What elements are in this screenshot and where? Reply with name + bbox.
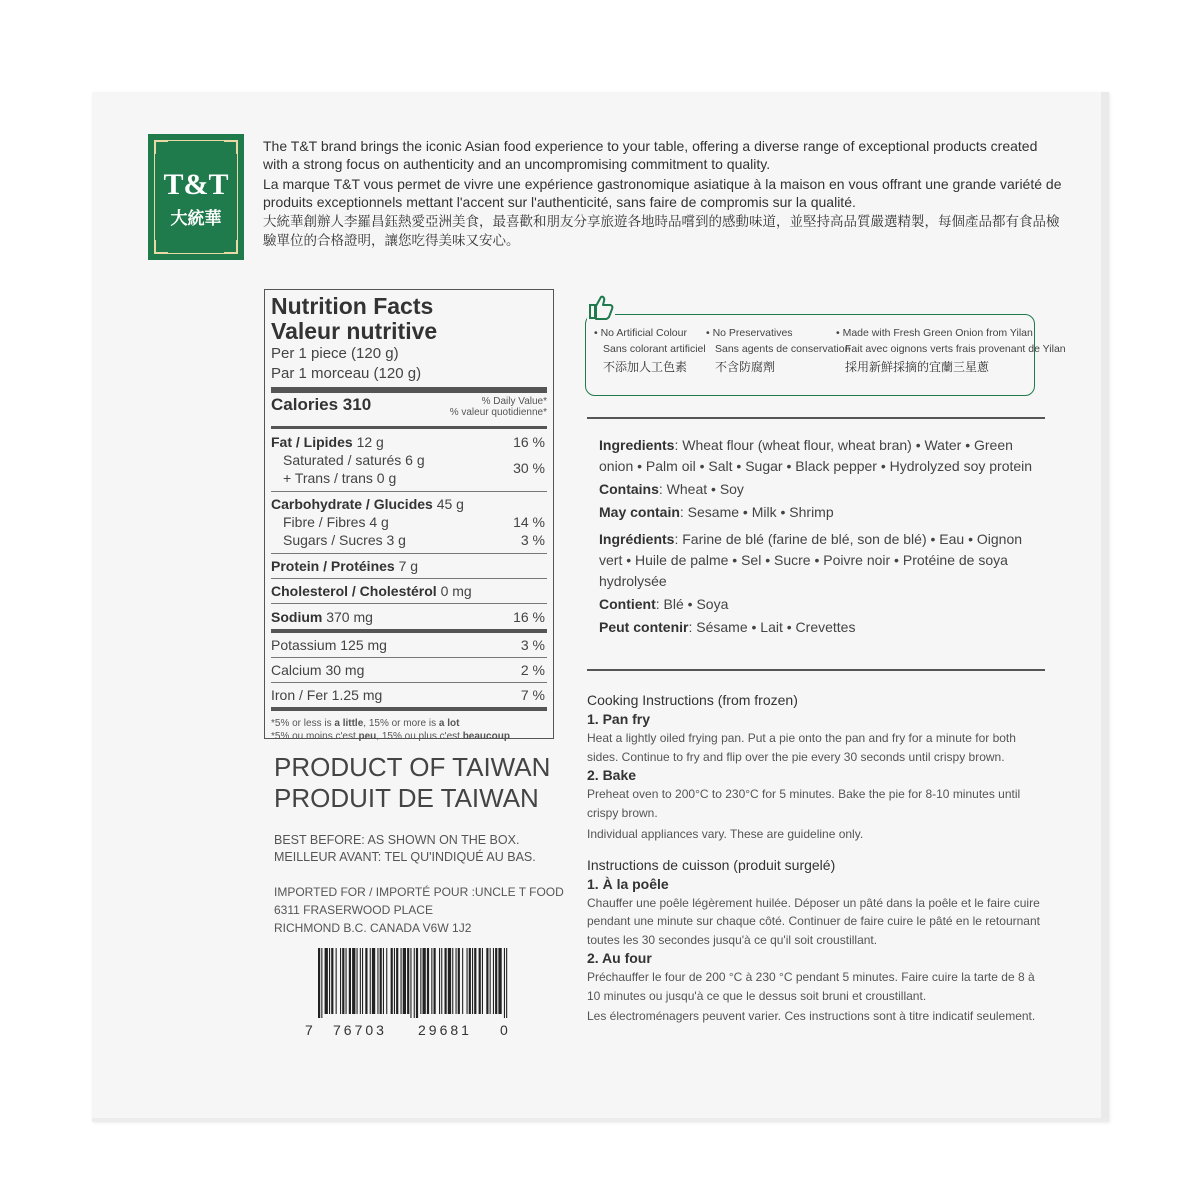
- potassium-row: Potassium 125 mg 3 %: [271, 637, 545, 653]
- saturated-row: Saturated / saturés 6 g 30 %: [283, 452, 545, 476]
- contains-en: Contains: Wheat • Soy: [599, 481, 744, 497]
- poele-heading: 1. À la poêle: [587, 875, 669, 892]
- best-before: BEST BEFORE: AS SHOWN ON THE BOX. MEILLEUR AVANT: TEL QU'INDIQUÉ AU BAS.: [274, 833, 536, 864]
- pan-fry-text: Heat a lightly oiled frying pan. Put a pie onto the pan and fry for a minute for both sides. Continue to fry and flip over the pie every 30 seconds until crispy brown.: [587, 731, 1016, 764]
- sugars-row: Sugars / Sucres 3 g 3 %: [283, 532, 545, 548]
- package-edge: [1101, 92, 1109, 1122]
- claim-fresh-green-onion: • Made with Fresh Green Onion from Yilan Fait avec oignons verts frais provenant de Yilan 採用新鮮採摘的宜蘭三星蔥: [836, 327, 1066, 374]
- carbohydrate-row: Carbohydrate / Glucides 45 g: [271, 496, 464, 512]
- logo-brand-text: T&T: [163, 168, 229, 201]
- contains-fr: Contient: Blé • Soya: [599, 596, 729, 612]
- calories-row: [271, 396, 547, 426]
- daily-value-header: % Daily Value* % valeur quotidienne*: [449, 396, 547, 418]
- iron-row: Iron / Fer 1.25 mg 7 %: [271, 687, 545, 703]
- ingredients-fr: Ingrédients: Farine de blé (farine de blé, son de blé) • Eau • Oignon vert • Huile de palme • Sel • Sucre • Poivre noir • Protéine de soya hydrolysée: [599, 531, 1023, 589]
- barcode: [318, 948, 508, 1018]
- cholesterol-row: Cholesterol / Cholestérol 0 mg: [271, 583, 472, 599]
- barcode-digit-last: 0: [500, 1022, 508, 1038]
- cooking-title-fr: Instructions de cuisson (produit surgelé): [587, 856, 836, 873]
- calories: Calories 310: [271, 395, 372, 414]
- product-origin: PRODUCT OF TAIWAN PRODUIT DE TAIWAN: [274, 752, 551, 813]
- logo-chinese-text: 大統華: [170, 209, 222, 229]
- thumbs-up-icon: [586, 292, 616, 322]
- serving-size-fr: Par 1 morceau (120 g): [271, 365, 422, 382]
- poele-text: Chauffer une poêle légèrement huilée. Déposer un pâté dans la poêle et le faire cuire pendant une minute sur chaque côté. Continuer de faire cuire le pâté en le retournant toutes les 30 secondes jusqu'à ce qu'il soit croustillant.: [587, 895, 1040, 947]
- cooking-title-en: Cooking Instructions (from frozen): [587, 692, 798, 708]
- four-heading: 2. Au four: [587, 950, 652, 966]
- fibre-row: Fibre / Fibres 4 g 14 %: [283, 514, 545, 530]
- ingredients-en: Ingredients: Wheat flour (wheat flour, wheat bran) • Water • Green onion • Palm oil • Salt • Sugar • Black pepper • Hydrolyzed soy protein: [599, 437, 1033, 474]
- may-contain-en: May contain: Sesame • Milk • Shrimp: [599, 504, 834, 520]
- brand-logo: [148, 134, 244, 260]
- intro-english: The T&T brand brings the iconic Asian food experience to your table, offering a diverse range of exceptional products created with a strong focus on authenticity and an uncompromising commitment to quality.: [263, 138, 1038, 172]
- calcium-row: Calcium 30 mg 2 %: [271, 662, 545, 678]
- pan-fry-heading: 1. Pan fry: [587, 711, 651, 727]
- appliance-note-fr: Les électroménagers peuvent varier. Ces instructions sont à titre indicatif seulement.: [587, 1009, 1036, 1023]
- appliance-note-en: Individual appliances vary. These are guideline only.: [587, 827, 864, 841]
- claim-no-preservatives: • No Preservatives Sans agents de conservation 不含防腐劑: [706, 327, 851, 374]
- package-bottom-edge: [92, 1118, 1109, 1122]
- serving-size-en: Per 1 piece (120 g): [271, 345, 399, 362]
- barcode-digit-1: 7: [305, 1022, 313, 1038]
- sodium-row: Sodium 370 mg 16 %: [271, 609, 545, 625]
- brand-intro: [263, 137, 1063, 253]
- cooking-instructions: [587, 691, 1042, 1026]
- four-text: Préchauffer le four de 200 °C à 230 °C pendant 5 minutes. Faire cuire la tarte de 8 à 10 minutes ou jusqu'à ce que le dessus soit bruni et croustillant.: [587, 970, 1035, 1003]
- intro-chinese: 大統華創辦人李羅昌鈺熱愛亞洲美食，最喜歡和朋友分享旅遊各地時品嚐到的感動味道，並堅持高品質嚴選精製，每個產品都有食品檢驗單位的合格證明，讓您吃得美味又安心。: [263, 214, 1060, 249]
- ingredients-section: [587, 417, 1045, 671]
- protein-row: Protein / Protéines 7 g: [271, 558, 419, 574]
- trans-row: + Trans / trans 0 g: [283, 470, 397, 486]
- claim-no-artificial-colour: • No Artificial Colour Sans colorant artificiel 不添加人工色素: [594, 327, 706, 374]
- may-contain-fr: Peut contenir: Sésame • Lait • Crevettes: [599, 619, 856, 635]
- intro-french: La marque T&T vous permet de vivre une expérience gastronomique asiatique à la maison en vous offrant une grande variété de produits exceptionnels mettant l'accent sur l'authenticité, sans faire de compromis sur la qualité.: [263, 176, 1062, 210]
- barcode-digits-right: 29681: [418, 1022, 472, 1038]
- barcode-digits-left: 76703: [333, 1022, 387, 1038]
- nutrition-title-fr: Valeur nutritive: [271, 318, 438, 344]
- bake-text: Preheat oven to 200°C to 230°C for 5 minutes. Bake the pie for 8-10 minutes until crispy brown.: [587, 787, 1021, 820]
- importer-address: IMPORTED FOR / IMPORTÉ POUR :UNCLE T FOOD 6311 FRASERWOOD PLACE RICHMOND B.C. CANADA V6W 1J2: [274, 885, 564, 935]
- daily-value-footnote: *5% or less is a little, 15% or more is a lot *5% ou moins c'est peu, 15% ou plus c'est beaucoup: [271, 718, 510, 742]
- nutrition-facts-table: [264, 289, 554, 742]
- bake-heading: 2. Bake: [587, 767, 637, 783]
- nutrition-title-en: Nutrition Facts: [271, 293, 434, 319]
- fat-row: Fat / Lipides 12 g 16 %: [271, 434, 545, 450]
